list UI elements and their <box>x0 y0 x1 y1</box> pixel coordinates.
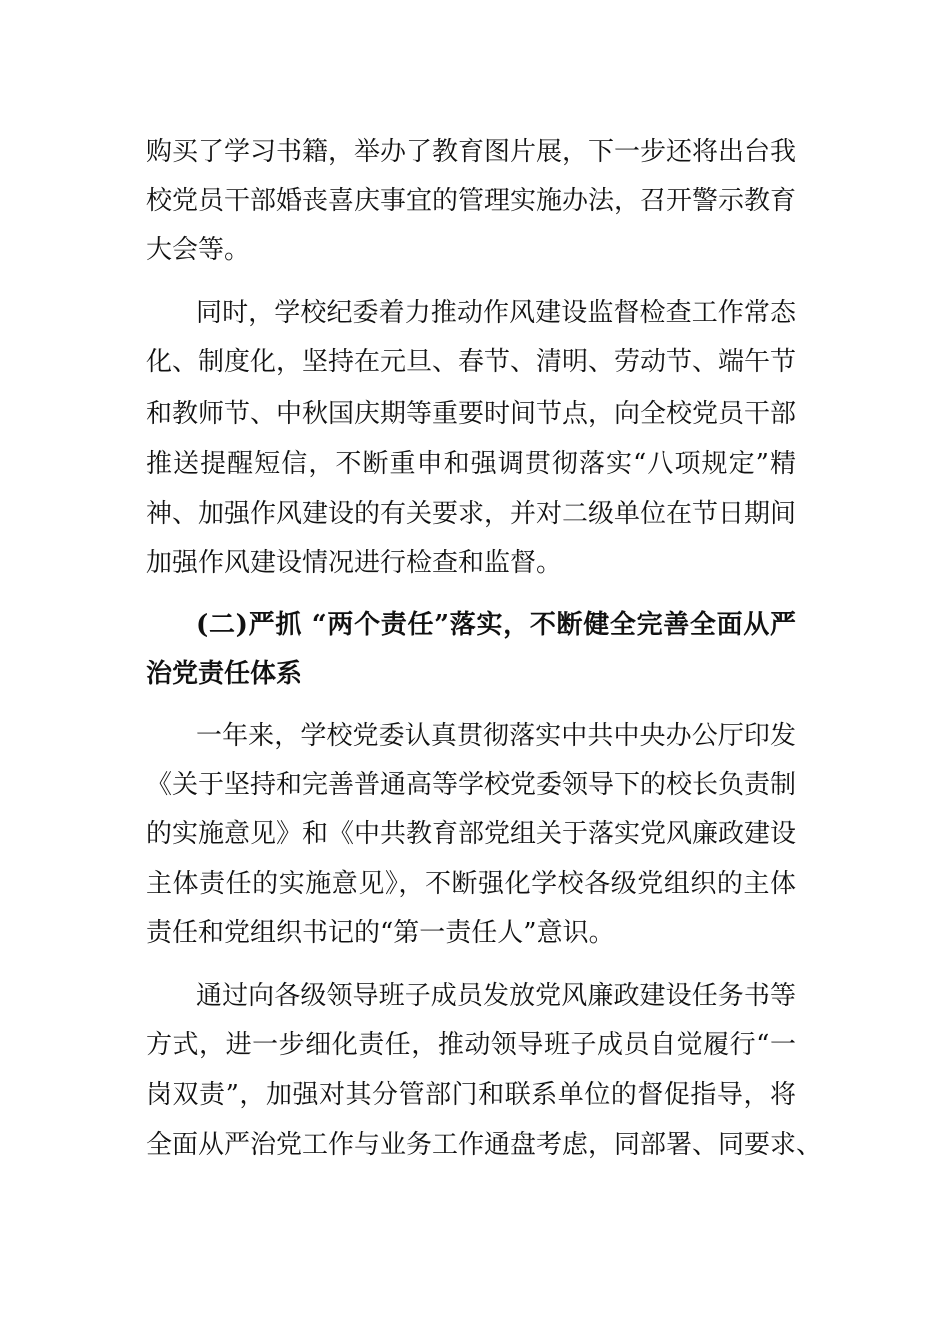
text-line: 的实施意见》和《中共教育部党组关于落实党风廉政建设 <box>146 819 797 849</box>
text-line: 通过向各级领导班子成员发放党风廉政建设任务书等 <box>196 981 796 1011</box>
text-line: 一年来，学校党委认真贯彻落实中共中央办公厅印发 <box>196 721 796 751</box>
text-line: 主体责任的实施意见》，不断强化学校各级党组织的主体 <box>146 869 796 899</box>
section-heading: 治党责任体系 <box>146 659 303 689</box>
text-line: 《关于坚持和完善普通高等学校党委领导下的校长负责制 <box>146 770 797 800</box>
text-line: 推送提醒短信，不断重申和强调贯彻落实“八项规定”精 <box>146 449 796 479</box>
text-line: 全面从严治党工作与业务工作通盘考虑，同部署、同要求、 <box>146 1130 823 1160</box>
text-line: 岗双责”，加强对其分管部门和联系单位的督促指导，将 <box>146 1080 796 1110</box>
text-line: 神、加强作风建设的有关要求，并对二级单位在节日期间 <box>146 499 797 529</box>
text-line: 大会等。 <box>146 235 251 265</box>
text-line: 化、制度化，坚持在元旦、春节、清明、劳动节、端午节 <box>146 347 797 377</box>
text-line: 加强作风建设情况进行检查和监督。 <box>146 548 563 578</box>
section-heading: (二)严抓 “两个责任”落实，不断健全完善全面从严 <box>196 610 796 640</box>
text-line: 购买了学习书籍，举办了教育图片展，下一步还将出台我 <box>146 137 797 167</box>
text-line: 方式，进一步细化责任，推动领导班子成员自觉履行“一 <box>146 1030 796 1060</box>
text-line: 同时，学校纪委着力推动作风建设监督检查工作常态 <box>196 298 796 328</box>
text-line: 校党员干部婚丧喜庆事宜的管理实施办法，召开警示教育 <box>146 186 797 216</box>
text-line: 和教师节、中秋国庆期等重要时间节点，向全校党员干部 <box>146 399 797 429</box>
text-line: 责任和党组织书记的“第一责任人”意识。 <box>146 918 615 948</box>
